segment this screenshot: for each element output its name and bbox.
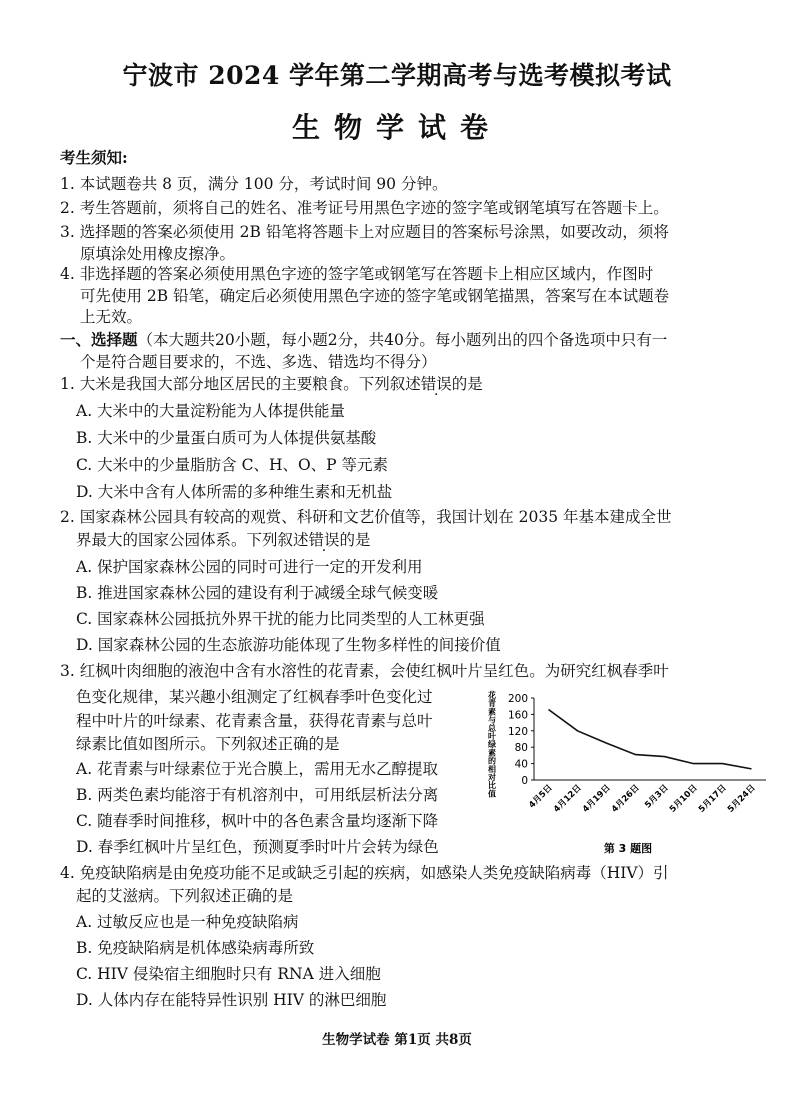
q1-option-b: B. 大米中的少量蛋白质可为人体提供氨基酸: [76, 429, 377, 447]
notice-item-4: 4. 非选择题的答案必须使用黑色字迹的签字笔或钢笔写在答题卡上相应区域内，作图时: [60, 265, 654, 283]
section-desc-1: （本大题共20小题，每小题2分，共40分。每小题列出的四个备选项中只有一: [137, 331, 668, 349]
chart-yticks: [508, 693, 534, 787]
q2-option-c: C. 国家森林公园抵抗外界干扰的能力比同类型的人工林更强: [76, 610, 485, 628]
chart-xticks: [527, 783, 757, 815]
chart-ytick-label: 40: [514, 758, 528, 771]
chart-ytick-label: 0: [521, 775, 528, 787]
q4-stem-2: 起的艾滋病。下列叙述正确的是: [76, 887, 294, 905]
q4-option-b: B. 免疫缺陷病是机体感染病毒所致: [76, 939, 315, 957]
notice-heading: 考生须知:: [60, 148, 128, 167]
q3-option-c: C. 随春季时间推移，枫叶中的各色素含量均逐渐下降: [76, 812, 439, 830]
q3-caption: 第 3 题图: [603, 842, 653, 855]
q1-option-a: A. 大米中的大量淀粉能为人体提供能量: [76, 402, 346, 420]
notice-item-3-cont: 原填涂处用橡皮擦净。: [80, 245, 236, 263]
chart-xtick-label: 4月26日: [609, 783, 642, 815]
chart-ylabel-char: 花: [488, 691, 496, 700]
q3-option-d: D. 春季红枫叶片呈红色，预测夏季时叶片会转为绿色: [76, 838, 439, 856]
section-desc-2: 个是符合题目要求的，不选、多选、错选均不得分）: [80, 353, 437, 371]
chart-ylabel-char: 素: [488, 707, 496, 717]
q4-option-a: A. 过敏反应也是一种免疫缺陷病: [76, 913, 299, 931]
q3-stem-1: 3. 红枫叶肉细胞的液泡中含有水溶性的花青素，会使红枫叶片呈红色。为研究红枫春季叶: [60, 662, 669, 680]
q2-option-b: B. 推进国家森林公园的建设有利于减缓全球气候变暖: [76, 584, 439, 602]
section-label: 一、选择题: [60, 330, 138, 349]
q1-stem-emph: 错误: [420, 375, 452, 393]
q4-option-c: C. HIV 侵染宿主细胞时只有 RNA 进入细胞: [76, 965, 381, 983]
q4-option-d: D. 人体内存在能特异性识别 HIV 的淋巴细胞: [76, 991, 387, 1009]
notice-item-1: 1. 本试题卷共 8 页，满分 100 分，考试时间 90 分钟。: [60, 175, 448, 193]
chart-ylabel-char: 的: [488, 756, 496, 766]
q2-option-a: A. 保护国家森林公园的同时可进行一定的开发利用: [76, 558, 423, 576]
chart-ylabel-char: 素: [488, 748, 496, 758]
chart-xtick-label: 5月3日: [643, 783, 671, 811]
chart-ylabel: [487, 690, 497, 798]
chart-ylabel-char: 青: [488, 699, 496, 709]
notice-item-4-end: 上无效。: [80, 308, 143, 326]
q2-stem-pre: 界最大的国家公园体系。下列叙述: [76, 531, 309, 549]
q1-stem: [60, 374, 483, 394]
notice-item-4-cont: 可先使用 2B 铅笔，确定后必须使用黑色字迹的签字笔或钢笔描黑，答案写在本试题卷: [80, 287, 670, 305]
chart-ylabel-char: 比: [488, 781, 496, 791]
chart-ylabel-char: 叶: [488, 732, 496, 741]
exam-subtitle: 生物学试卷: [291, 111, 502, 144]
chart-xtick-label: 4月12日: [551, 783, 584, 815]
q2-stem-2: [76, 530, 371, 550]
chart-ytick-label: 120: [507, 725, 528, 738]
q1-option-c: C. 大米中的少量脂肪含 C、H、O、P 等元素: [76, 456, 389, 474]
chart-ylabel-char: 对: [488, 773, 496, 782]
section-heading: [60, 330, 667, 350]
page-footer: 生物学试卷 第1页 共8页: [322, 1032, 472, 1048]
chart-xtick-label: 5月24日: [725, 783, 758, 815]
chart-xtick-label: 4月19日: [580, 783, 613, 815]
chart-ylabel-char: 相: [488, 764, 496, 774]
q1-option-d: D. 大米中含有人体所需的多种维生素和无机盐: [76, 483, 393, 501]
q3-option-a: A. 花青素与叶绿素位于光合膜上，需用无水乙醇提取: [76, 760, 439, 778]
exam-title: 宁波市 2024 学年第二学期高考与选考模拟考试: [122, 61, 672, 90]
q2-stem-1: 2. 国家森林公园具有较高的观赏、科研和文艺价值等，我国计划在 2035 年基本建成全世: [60, 508, 672, 526]
chart-xtick-label: 4月5日: [527, 783, 555, 811]
q2-stem-emph: 错误: [308, 531, 340, 549]
q3-chart: [478, 688, 774, 860]
chart-ylabel-char: 绿: [488, 740, 496, 750]
q1-stem-post: 的是: [451, 375, 483, 393]
q3-option-b: B. 两类色素均能溶于有机溶剂中，可用纸层析法分离: [76, 786, 439, 804]
chart-ylabel-char: 值: [488, 789, 496, 799]
chart-ytick-label: 80: [514, 742, 528, 755]
chart-series-line: [549, 710, 752, 769]
q4-stem-1: 4. 免疫缺陷病是由免疫功能不足或缺乏引起的疾病，如感染人类免疫缺陷病毒（HIV）引: [60, 864, 669, 882]
chart-ytick-label: 200: [507, 693, 528, 705]
notice-item-3: 3. 选择题的答案必须使用 2B 铅笔将答题卡上对应题目的答案标号涂黑，如要改动，须将: [60, 223, 669, 241]
chart-ytick-label: 160: [507, 709, 528, 722]
q2-stem-post: 的是: [339, 531, 371, 549]
chart-ylabel-char: 总: [488, 723, 496, 733]
notice-item-2: 2. 考生答题前，须将自己的姓名、准考证号用黑色字迹的签字笔或钢笔填写在答题卡上。: [60, 199, 669, 217]
chart-ylabel-char: 与: [488, 715, 496, 725]
chart-xtick-label: 5月10日: [667, 783, 700, 815]
chart-xtick-label: 5月17日: [696, 783, 729, 815]
q1-stem-pre: 1. 大米是我国大部分地区居民的主要粮食。下列叙述: [60, 375, 421, 393]
q3-stem-2: 色变化规律，某兴趣小组测定了红枫春季叶色变化过: [76, 688, 433, 706]
q2-option-d: D. 国家森林公园的生态旅游功能体现了生物多样性的间接价值: [76, 636, 501, 654]
q3-stem-4: 绿素比值如图所示。下列叙述正确的是: [76, 735, 340, 753]
q3-stem-3: 程中叶片的叶绿素、花青素含量，获得花青素与总叶: [76, 712, 433, 730]
